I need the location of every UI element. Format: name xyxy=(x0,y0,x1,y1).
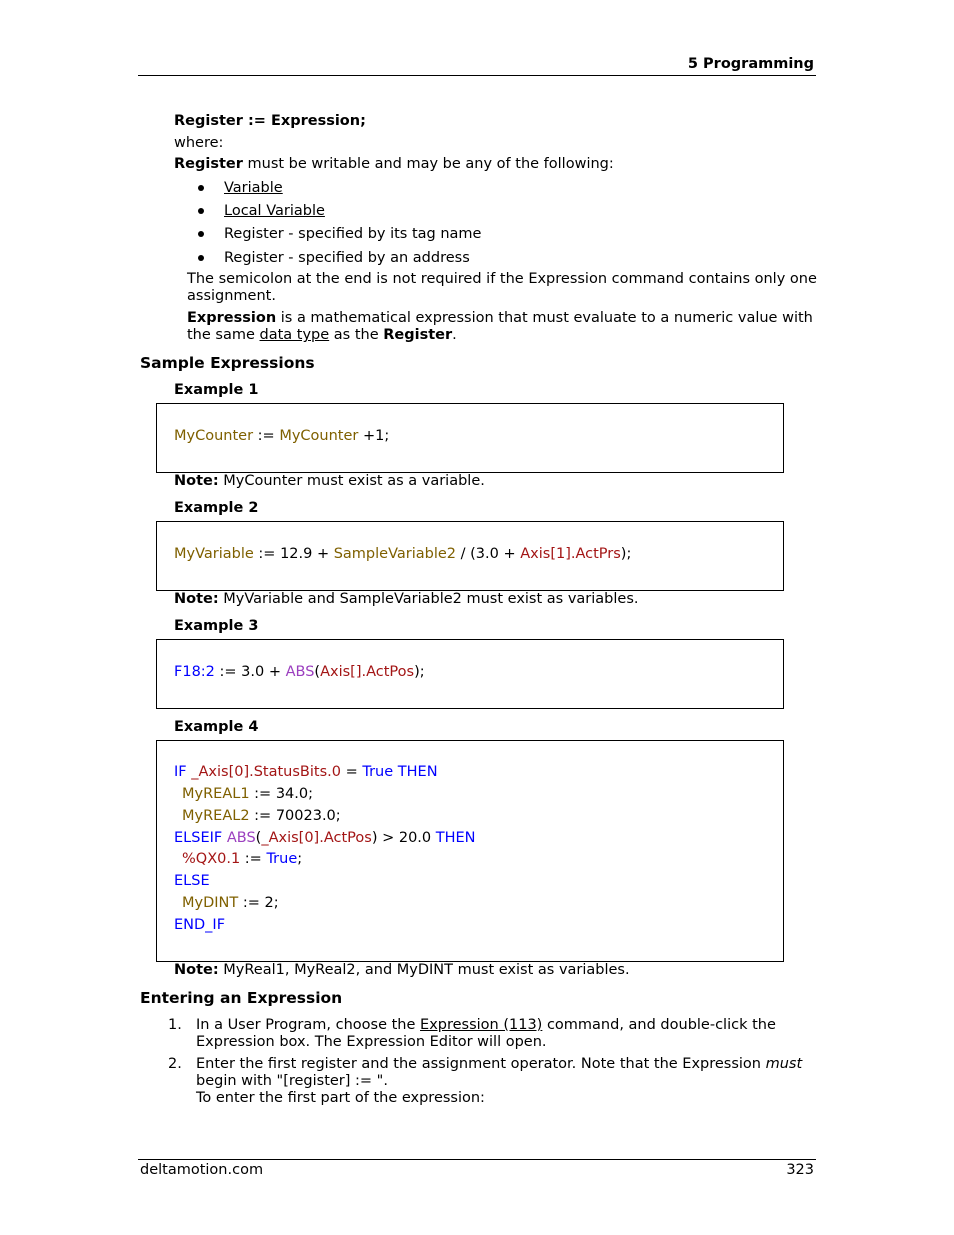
code-example-2 xyxy=(156,521,784,591)
step-1-line1: In a User Program, choose the Expression (113) command, and double-click the xyxy=(196,1017,776,1033)
sample-expressions-heading: Sample Expressions xyxy=(140,354,315,372)
semicolon-note-line2: assignment. xyxy=(187,288,276,304)
code-line: ELSE xyxy=(174,873,210,889)
step-1-line2: Expression box. The Expression Editor will open. xyxy=(196,1034,547,1050)
code-line: %QX0.1 := True; xyxy=(182,851,303,867)
semicolon-note-line1: The semicolon at the end is not required if the Expression command contains only one xyxy=(187,271,817,287)
note-example-1: Note: MyCounter must exist as a variable. xyxy=(174,473,485,489)
bullet-address: Register - specified by an address xyxy=(224,250,470,266)
register-description: Register must be writable and may be any of the following: xyxy=(174,156,614,172)
example-3-label: Example 3 xyxy=(174,618,259,634)
expression-description-line1: Expression is a mathematical expression that must evaluate to a numeric value with xyxy=(187,310,813,326)
header-rule xyxy=(138,75,816,76)
step-1-number: 1. xyxy=(168,1017,182,1033)
code-line: MyCounter := MyCounter +1; xyxy=(174,428,390,444)
code-line: END_IF xyxy=(174,917,226,933)
note-example-2: Note: MyVariable and SampleVariable2 must exist as variables. xyxy=(174,591,639,607)
code-line: MyREAL1 := 34.0; xyxy=(182,786,313,802)
code-example-4 xyxy=(156,740,784,962)
bullet-dot xyxy=(198,185,204,191)
footer-rule xyxy=(138,1159,816,1160)
code-example-3 xyxy=(156,639,784,709)
syntax-statement: Register := Expression; xyxy=(174,113,366,129)
step-2-line1: Enter the first register and the assignment operator. Note that the Expression must xyxy=(196,1056,803,1072)
code-example-1 xyxy=(156,403,784,473)
code-line: F18:2 := 3.0 + ABS(Axis[].ActPos); xyxy=(174,664,425,680)
bullet-local-variable-link[interactable]: Local Variable xyxy=(224,203,325,219)
bullet-dot xyxy=(198,208,204,214)
where-text: where: xyxy=(174,135,224,151)
footer-page-number: 323 xyxy=(786,1162,814,1178)
step-2-line3: To enter the first part of the expression: xyxy=(196,1090,485,1106)
code-line: MyVariable := 12.9 + SampleVariable2 / (3.0 + Axis[1].ActPrs); xyxy=(174,546,632,562)
bullet-dot xyxy=(198,231,204,237)
page-header-section: 5 Programming xyxy=(687,56,814,72)
footer-site: deltamotion.com xyxy=(140,1162,264,1178)
step-2-number: 2. xyxy=(168,1056,182,1072)
step-2-line2: begin with "[register] := ". xyxy=(196,1073,388,1089)
code-line: MyDINT := 2; xyxy=(182,895,279,911)
code-line: ELSEIF ABS(_Axis[0].ActPos) > 20.0 THEN xyxy=(174,830,476,846)
example-1-label: Example 1 xyxy=(174,382,259,398)
code-line: MyREAL2 := 70023.0; xyxy=(182,808,341,824)
expression-command-link[interactable]: Expression (113) xyxy=(420,1017,543,1033)
note-example-4: Note: MyReal1, MyReal2, and MyDINT must exist as variables. xyxy=(174,962,630,978)
expression-description-line2: the same data type as the Register. xyxy=(187,327,457,343)
bullet-variable-link[interactable]: Variable xyxy=(224,180,283,196)
example-4-label: Example 4 xyxy=(174,719,259,735)
bullet-dot xyxy=(198,255,204,261)
code-line: IF _Axis[0].StatusBits.0 = True THEN xyxy=(174,764,438,780)
bullet-tag-name: Register - specified by its tag name xyxy=(224,226,482,242)
entering-expression-heading: Entering an Expression xyxy=(140,989,343,1007)
data-type-link[interactable]: data type xyxy=(259,327,330,343)
example-2-label: Example 2 xyxy=(174,500,259,516)
